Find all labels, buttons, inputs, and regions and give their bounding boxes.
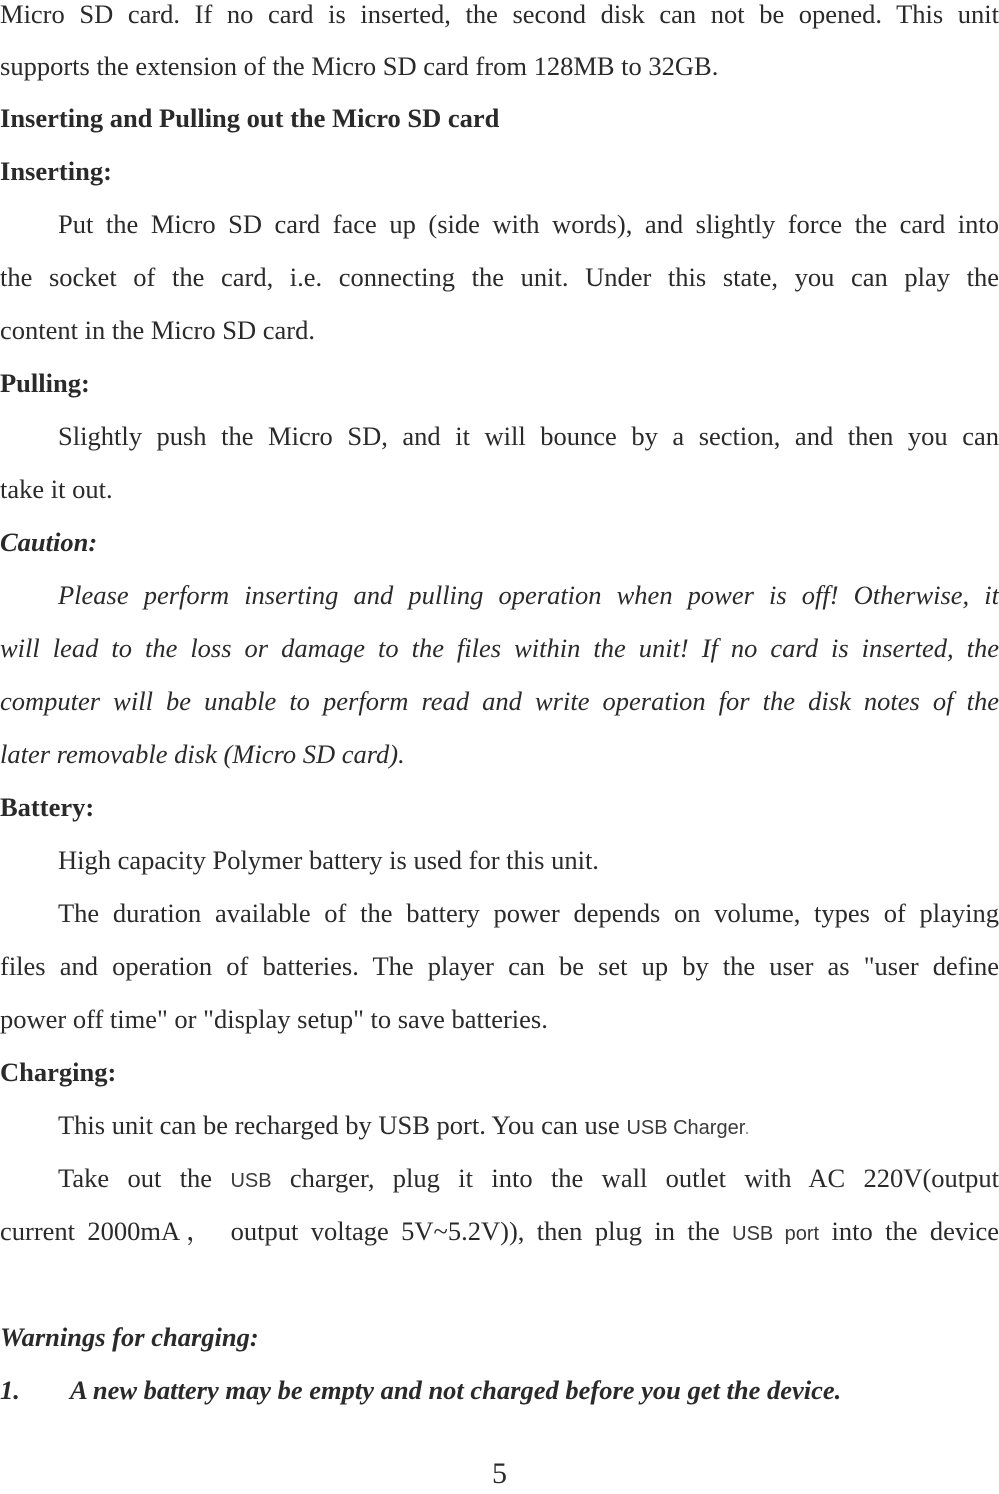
pulling-paragraph-line-1: Slightly push the Micro SD, and it will bounce by a section, and then you can (58, 421, 999, 451)
subheading-caution: Caution: (0, 527, 98, 557)
charging-line-1-text: This unit can be recharged by USB port. You can use (58, 1110, 620, 1140)
usb-port-label: USB port (732, 1223, 820, 1245)
inserting-paragraph-line-1: Put the Micro SD card face up (side with words), and slightly force the card into (58, 209, 999, 239)
caution-paragraph-line-2: will lead to the loss or damage to the files within the unit! If no card is inserted, the (0, 633, 999, 663)
usb-charger-label: USB Charger (626, 1117, 745, 1139)
battery-paragraph-line-2: The duration available of the battery power depends on volume, types of playing (58, 898, 999, 928)
section-heading-micro-sd: Inserting and Pulling out the Micro SD card (0, 103, 500, 133)
charging-line-1-end: . (744, 1117, 750, 1139)
battery-paragraph-line-1: High capacity Polymer battery is used for this unit. (58, 845, 599, 875)
page-number: 5 (492, 1457, 507, 1490)
battery-paragraph-line-3: files and operation of batteries. The player can be set up by the user as "user define (0, 951, 999, 981)
warning-list-item-1 (0, 1370, 999, 1410)
inserting-paragraph-line-3: content in the Micro SD card. (0, 315, 315, 345)
intro-line-2: supports the extension of the Micro SD card from 128MB to 32GB. (0, 51, 719, 81)
inserting-paragraph-line-2: the socket of the card, i.e. connecting the unit. Under this state, you can play the (0, 262, 999, 292)
charging-line-3-start: current 2000mA， output voltage 5V~5.2V)), then plug in the (0, 1216, 720, 1246)
caution-paragraph-line-1: Please perform inserting and pulling operation when power is off! Otherwise, it (58, 580, 999, 610)
charging-line-3-end: into the device (831, 1216, 999, 1246)
subheading-pulling: Pulling: (0, 368, 90, 398)
intro-line-1: Micro SD card. If no card is inserted, the second disk can not be opened. This unit (0, 0, 999, 29)
usb-label: USB (230, 1170, 272, 1192)
warning-1-text: A new battery may be empty and not charged before you get the device. (70, 1375, 842, 1405)
caution-paragraph-line-4: later removable disk (Micro SD card). (0, 739, 405, 769)
charging-paragraph-line-3 (0, 1211, 999, 1251)
charging-line-2-end: charger, plug it into the wall outlet with AC 220V(output (289, 1163, 999, 1193)
subheading-warnings-for-charging: Warnings for charging: (0, 1322, 259, 1352)
charging-line-2-start: Take out the (58, 1163, 213, 1193)
subheading-inserting: Inserting: (0, 156, 112, 186)
subheading-battery: Battery: (0, 792, 95, 822)
warning-1-number: 1. (0, 1375, 20, 1405)
caution-paragraph-line-3: computer will be unable to perform read and write operation for the disk notes of the (0, 686, 999, 716)
battery-paragraph-line-4: power off time" or "display setup" to save batteries. (0, 1004, 548, 1034)
charging-paragraph-line-2 (58, 1158, 999, 1198)
pulling-paragraph-line-2: take it out. (0, 474, 113, 504)
charging-paragraph-line-1 (58, 1105, 750, 1145)
subheading-charging: Charging: (0, 1057, 117, 1087)
